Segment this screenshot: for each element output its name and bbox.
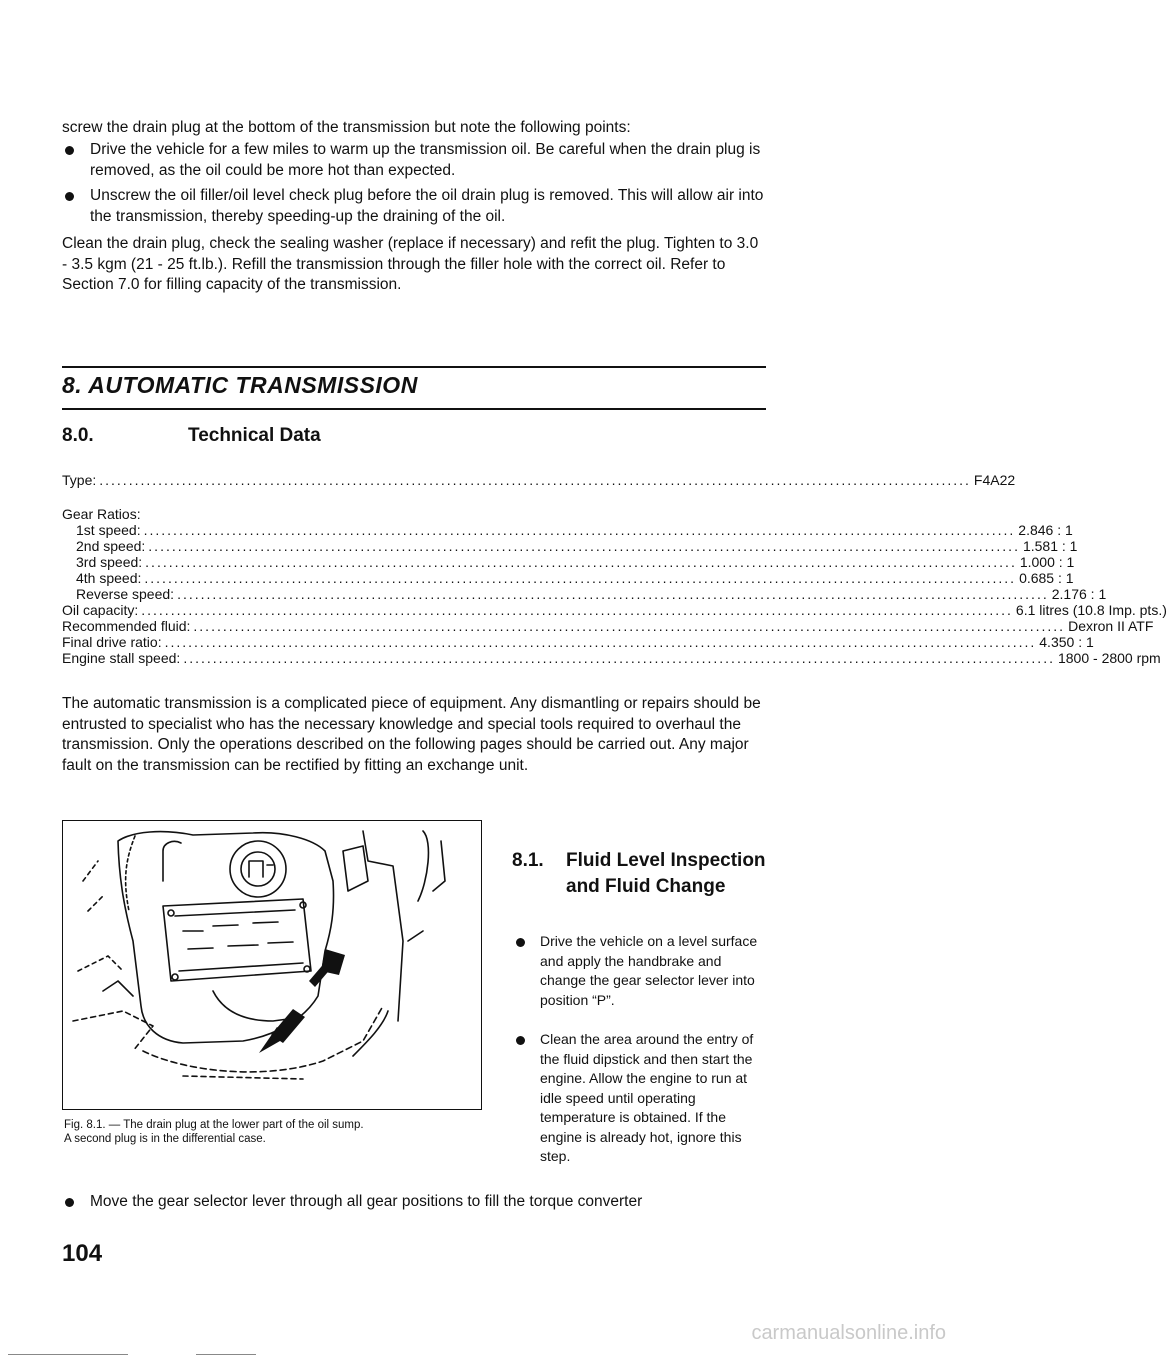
transmission-drawing xyxy=(63,821,480,1108)
spec-label: Final drive ratio: xyxy=(62,634,162,650)
leader-dots: .................................................................................................................................................... xyxy=(145,554,1017,570)
spec-value: F4A22 xyxy=(973,472,1016,488)
leader-dots: .................................................................................................................................................... xyxy=(99,472,971,488)
figure-transmission-sump xyxy=(62,820,482,1110)
spec-label: 2nd speed: xyxy=(76,538,146,554)
spec-value: 1800 - 2800 rpm xyxy=(1057,650,1161,666)
spec-row xyxy=(62,522,1073,538)
spec-label: 1st speed: xyxy=(76,522,141,538)
spec-row xyxy=(62,570,1074,586)
spec-value: 1.581 : 1 xyxy=(1022,538,1078,554)
leader-dots: .................................................................................................................................................... xyxy=(164,634,1037,650)
caption-line: A second plug is in the differential case. xyxy=(64,1133,266,1145)
spec-row xyxy=(62,634,1094,650)
bullet-text: Move the gear selector lever through all gear positions to fill the torque converter xyxy=(90,1193,643,1210)
leader-dots: .................................................................................................................................................... xyxy=(144,570,1017,586)
spec-gear-ratios xyxy=(62,506,1167,666)
intro-bullet-2 xyxy=(62,186,766,227)
bullet-icon xyxy=(65,1198,74,1207)
leader-dots: .................................................................................................................................................... xyxy=(183,650,1055,666)
bullet-icon xyxy=(516,1036,525,1045)
spec-row xyxy=(62,618,1154,634)
caption-line: Fig. 8.1. — The drain plug at the lower part of the oil sump. xyxy=(64,1119,364,1131)
spec-value: 4.350 : 1 xyxy=(1039,634,1094,650)
body-paragraph: The automatic transmission is a complicated piece of equipment. Any dismantling or repairs should be entrusted to specialist who has the necessary knowledge and special tools required to overhaul the transmission. Only the operations described on the following pages should be carried out. Any major fault on the transmission can be rectified by fitting an exchange unit. xyxy=(62,695,761,774)
subsection-number: 8.1. xyxy=(512,850,544,871)
intro-lead: screw the drain plug at the bottom of the transmission but note the following points: xyxy=(62,119,631,136)
spec-label: 3rd speed: xyxy=(76,554,143,570)
spec-row xyxy=(62,586,1107,602)
leader-dots: .................................................................................................................................................... xyxy=(141,602,1013,618)
subsection-bullet-1 xyxy=(512,932,764,1010)
leader-dots: .................................................................................................................................................... xyxy=(193,618,1066,634)
leader-dots: .................................................................................................................................................... xyxy=(177,586,1049,602)
spec-row xyxy=(62,554,1075,570)
spec-value: 6.1 litres (10.8 Imp. pts.) xyxy=(1015,602,1167,618)
bullet-icon xyxy=(65,146,74,155)
spec-type xyxy=(62,472,1016,488)
spec-row xyxy=(62,602,1167,618)
bullet-text: Drive the vehicle on a level surface and apply the handbrake and change the gear selector lever into position “P”. xyxy=(540,933,758,1008)
spec-value: 2.846 : 1 xyxy=(1018,522,1073,538)
intro-bullet-1 xyxy=(62,140,766,181)
spec-heading xyxy=(62,506,766,522)
spec-label: Oil capacity: xyxy=(62,602,139,618)
figure-caption xyxy=(64,1118,484,1146)
footer-rule xyxy=(8,1354,128,1355)
page-number: 104 xyxy=(62,1240,103,1267)
intro-closing: Clean the drain plug, check the sealing washer (replace if necessary) and refit the plug. Tighten to 3.0 - 3.5 kgm (21 - 25 ft.lb.). Refill the transmission through the filler hole with the correct oil. Refer to Section 7.0 for filling capacity of the transmission. xyxy=(62,235,759,293)
subsection-bullet-2 xyxy=(512,1030,764,1167)
subsection-title: Fluid Level Inspection and Fluid Change xyxy=(566,850,766,897)
spec-label: Reverse speed: xyxy=(76,586,175,602)
chapter-rule-top xyxy=(62,366,766,368)
leader-dots: .................................................................................................................................................... xyxy=(143,522,1016,538)
final-bullet xyxy=(62,1192,782,1213)
chapter-title: 8. AUTOMATIC TRANSMISSION xyxy=(62,372,418,398)
spec-label: Gear Ratios: xyxy=(62,506,141,522)
spec-value: 2.176 : 1 xyxy=(1051,586,1107,602)
spec-value: 1.000 : 1 xyxy=(1019,554,1075,570)
spec-label: 4th speed: xyxy=(76,570,142,586)
spec-label: Recommended fluid: xyxy=(62,618,191,634)
spec-value: Dexron II ATF xyxy=(1068,618,1154,634)
chapter-rule-bottom xyxy=(62,408,766,410)
watermark: carmanualsonline.info xyxy=(751,1322,946,1344)
leader-dots: .................................................................................................................................................... xyxy=(148,538,1020,554)
bullet-icon xyxy=(516,938,525,947)
spec-label: Engine stall speed: xyxy=(62,650,181,666)
section-title: Technical Data xyxy=(188,425,321,446)
section-number: 8.0. xyxy=(62,425,94,446)
bullet-icon xyxy=(65,192,74,201)
bullet-text: Clean the area around the entry of the fluid dipstick and then start the engine. Allow the engine to run at idle speed until operating temperature is obtained. If the engine is already hot, ignore this step. xyxy=(540,1031,754,1164)
spec-row xyxy=(62,472,1016,488)
spec-row xyxy=(62,650,1161,666)
spec-row xyxy=(62,538,1078,554)
bullet-text: Unscrew the oil filler/oil level check plug before the oil drain plug is removed. This will allow air into the transmission, thereby speeding-up the draining of the oil. xyxy=(90,187,764,225)
bullet-text: Drive the vehicle for a few miles to warm up the transmission oil. Be careful when the drain plug is removed, as the oil could be more hot than expected. xyxy=(90,141,761,179)
spec-value: 0.685 : 1 xyxy=(1019,570,1074,586)
spec-label: Type: xyxy=(62,472,97,488)
footer-rule xyxy=(196,1354,256,1355)
